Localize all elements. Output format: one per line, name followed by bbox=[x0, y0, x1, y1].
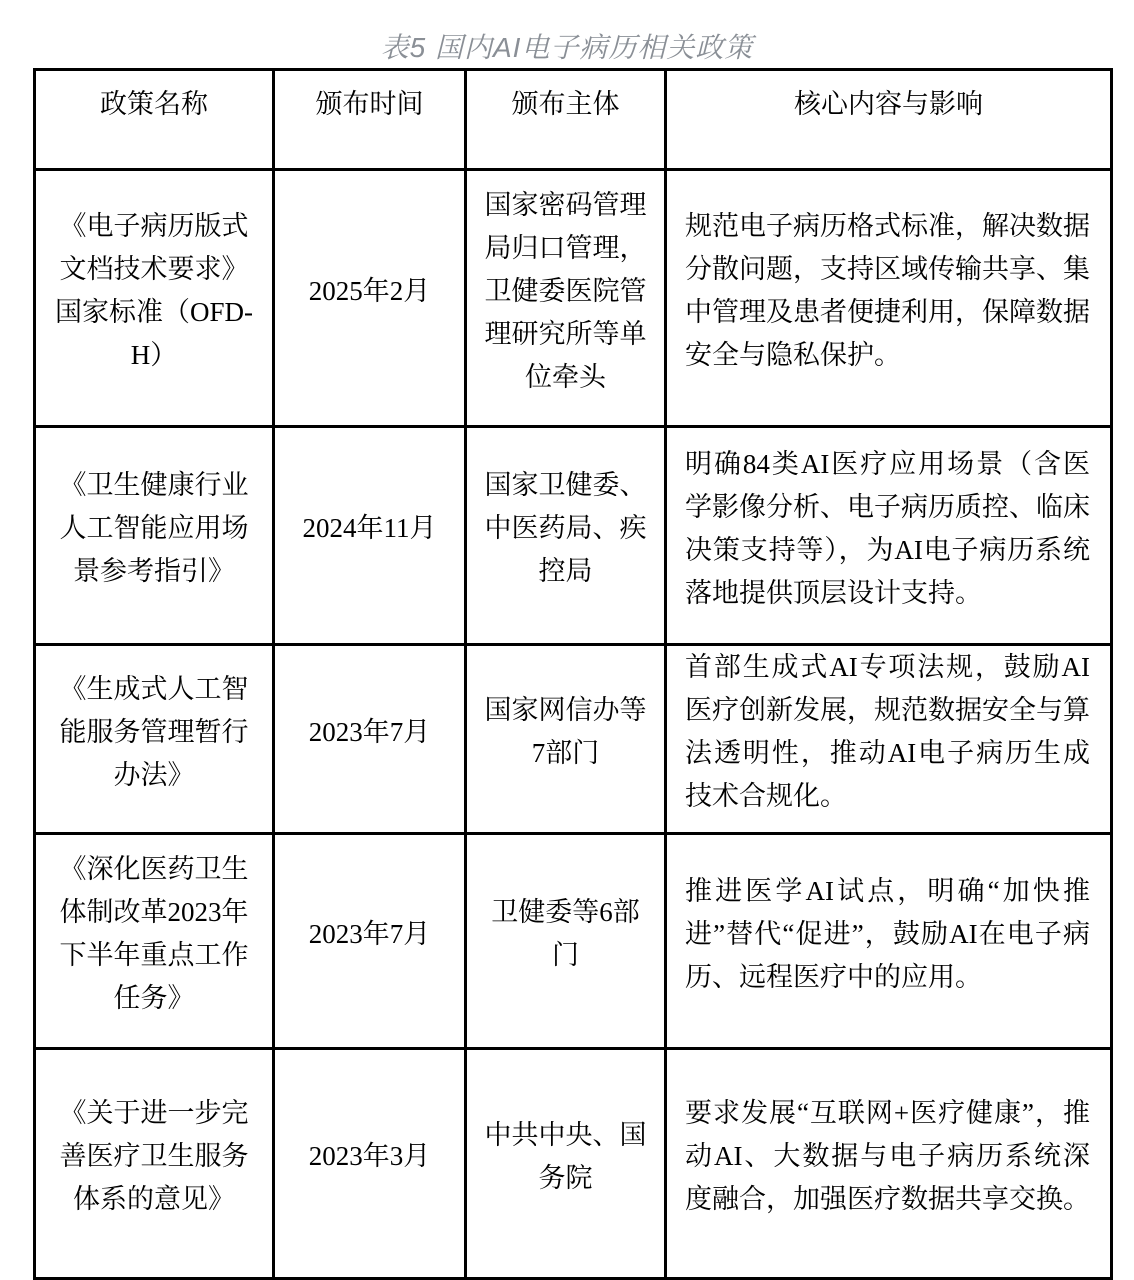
issuer-cell: 中共中央、国务院 bbox=[466, 1049, 666, 1279]
policy-name-cell: 《电子病历版式文档技术要求》国家标准（OFD-H） bbox=[35, 170, 274, 427]
header-policy-name: 政策名称 bbox=[35, 70, 274, 170]
header-core-content: 核心内容与影响 bbox=[666, 70, 1112, 170]
issuer-cell: 卫健委等6部门 bbox=[466, 834, 666, 1049]
table-row bbox=[35, 427, 1112, 645]
issue-date-cell: 2024年11月 bbox=[274, 427, 466, 645]
issue-date-cell: 2023年7月 bbox=[274, 834, 466, 1049]
core-content-cell: 明确84类AI医疗应用场景（含医学影像分析、电子病历质控、临床决策支持等），为AI电子病历系统落地提供顶层设计支持。 bbox=[666, 427, 1112, 645]
core-content-cell: 首部生成式AI专项法规，鼓励AI医疗创新发展，规范数据安全与算法透明性，推动AI电子病历生成技术合规化。 bbox=[666, 645, 1112, 834]
table-caption: 表5 国内AI电子病历相关政策 bbox=[380, 32, 754, 63]
table-row bbox=[35, 834, 1112, 1049]
header-issuer: 颁布主体 bbox=[466, 70, 666, 170]
issue-date-cell: 2023年3月 bbox=[274, 1049, 466, 1279]
header-row bbox=[35, 70, 1112, 170]
issue-date-cell: 2023年7月 bbox=[274, 645, 466, 834]
policy-name-cell: 《深化医药卫生体制改革2023年下半年重点工作任务》 bbox=[35, 834, 274, 1049]
policy-name-cell: 《生成式人工智能服务管理暂行办法》 bbox=[35, 645, 274, 834]
policy-name-cell: 《关于进一步完善医疗卫生服务体系的意见》 bbox=[35, 1049, 274, 1279]
core-content-cell: 要求发展“互联网+医疗健康”，推动AI、大数据与电子病历系统深度融合，加强医疗数据共享交换。 bbox=[666, 1049, 1112, 1279]
issuer-cell: 国家密码管理局归口管理，卫健委医院管理研究所等单位牵头 bbox=[466, 170, 666, 427]
core-content-cell: 推进医学AI试点，明确“加快推进”替代“促进”，鼓励AI在电子病历、远程医疗中的应用。 bbox=[666, 834, 1112, 1049]
policy-name-cell: 《卫生健康行业人工智能应用场景参考指引》 bbox=[35, 427, 274, 645]
header-issue-date: 颁布时间 bbox=[274, 70, 466, 170]
issuer-cell: 国家网信办等7部门 bbox=[466, 645, 666, 834]
issuer-cell: 国家卫健委、中医药局、疾控局 bbox=[466, 427, 666, 645]
issue-date-cell: 2025年2月 bbox=[274, 170, 466, 427]
table-row bbox=[35, 1049, 1112, 1279]
core-content-cell: 规范电子病历格式标准，解决数据分散问题，支持区域传输共享、集中管理及患者便捷利用，保障数据安全与隐私保护。 bbox=[666, 170, 1112, 427]
table-row bbox=[35, 645, 1112, 834]
table-row bbox=[35, 170, 1112, 427]
policy-table bbox=[33, 68, 1113, 1280]
